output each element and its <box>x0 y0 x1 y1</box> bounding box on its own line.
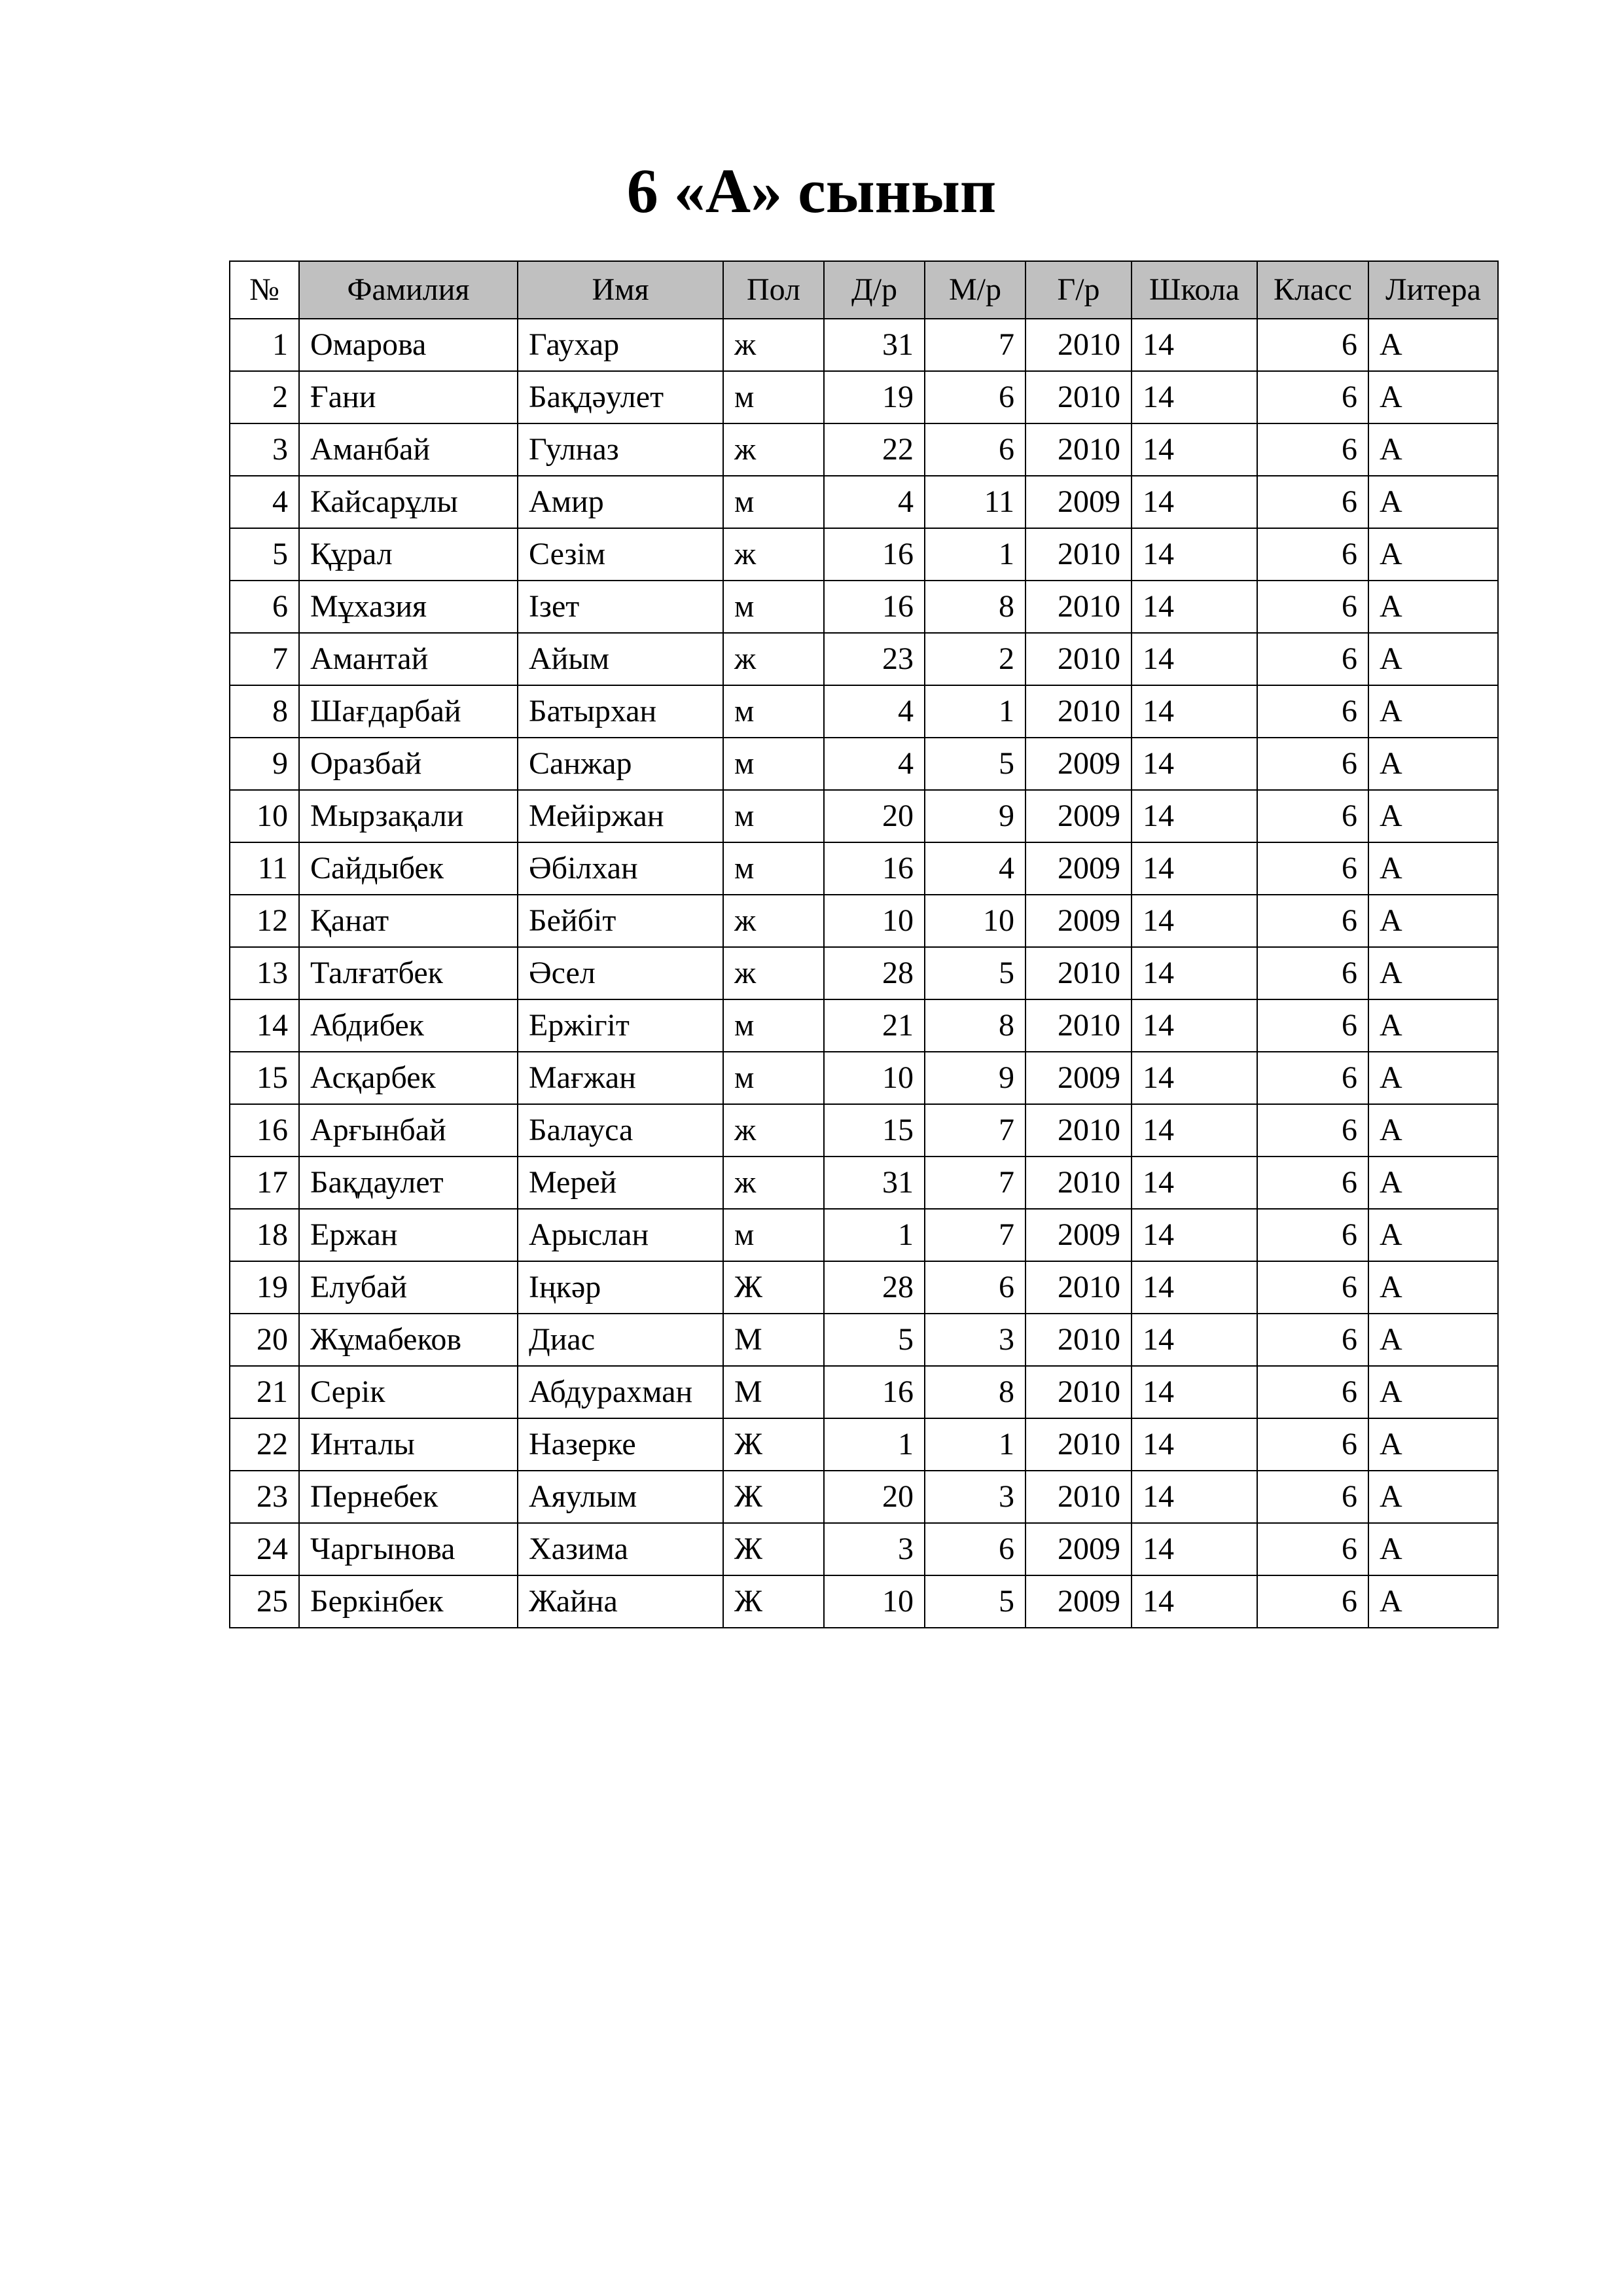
student-table <box>229 260 1499 1628</box>
cell-day: 21 <box>824 999 925 1052</box>
cell-day: 23 <box>824 633 925 685</box>
table-row <box>230 790 1498 842</box>
cell-letter: А <box>1368 738 1498 790</box>
cell-month: 7 <box>925 319 1026 371</box>
table-row <box>230 1314 1498 1366</box>
cell-num: 11 <box>230 842 299 895</box>
table-row <box>230 999 1498 1052</box>
cell-surname: Амантай <box>299 633 518 685</box>
cell-school: 14 <box>1132 685 1257 738</box>
cell-surname: Қанат <box>299 895 518 947</box>
cell-name: Бейбіт <box>518 895 723 947</box>
cell-num: 5 <box>230 528 299 581</box>
cell-name: Ізет <box>518 581 723 633</box>
cell-school: 14 <box>1132 999 1257 1052</box>
cell-class: 6 <box>1257 1366 1368 1418</box>
cell-letter: А <box>1368 685 1498 738</box>
cell-num: 2 <box>230 371 299 423</box>
cell-class: 6 <box>1257 842 1368 895</box>
table-row <box>230 319 1498 371</box>
cell-school: 14 <box>1132 947 1257 999</box>
cell-num: 16 <box>230 1104 299 1157</box>
cell-class: 6 <box>1257 581 1368 633</box>
cell-day: 22 <box>824 423 925 476</box>
cell-surname: Сайдыбек <box>299 842 518 895</box>
cell-surname: Жұмабеков <box>299 1314 518 1366</box>
cell-day: 1 <box>824 1209 925 1261</box>
table-row <box>230 1209 1498 1261</box>
cell-class: 6 <box>1257 1052 1368 1104</box>
cell-school: 14 <box>1132 1366 1257 1418</box>
cell-month: 7 <box>925 1157 1026 1209</box>
cell-name: Абдурахман <box>518 1366 723 1418</box>
cell-year: 2010 <box>1026 1157 1132 1209</box>
cell-day: 20 <box>824 1471 925 1523</box>
cell-num: 4 <box>230 476 299 528</box>
header-col-year: Г/р <box>1026 261 1132 319</box>
cell-surname: Талғатбек <box>299 947 518 999</box>
cell-school: 14 <box>1132 371 1257 423</box>
cell-year: 2010 <box>1026 999 1132 1052</box>
cell-year: 2010 <box>1026 1314 1132 1366</box>
cell-letter: А <box>1368 581 1498 633</box>
header-col-class: Класс <box>1257 261 1368 319</box>
cell-year: 2010 <box>1026 528 1132 581</box>
cell-school: 14 <box>1132 1523 1257 1575</box>
cell-name: Мағжан <box>518 1052 723 1104</box>
cell-num: 3 <box>230 423 299 476</box>
cell-day: 3 <box>824 1523 925 1575</box>
cell-sex: м <box>723 581 824 633</box>
cell-school: 14 <box>1132 528 1257 581</box>
cell-school: 14 <box>1132 842 1257 895</box>
cell-num: 1 <box>230 319 299 371</box>
cell-sex: м <box>723 1209 824 1261</box>
table-row <box>230 371 1498 423</box>
cell-num: 19 <box>230 1261 299 1314</box>
cell-day: 4 <box>824 738 925 790</box>
cell-month: 1 <box>925 685 1026 738</box>
cell-surname: Оразбай <box>299 738 518 790</box>
cell-letter: А <box>1368 842 1498 895</box>
cell-month: 8 <box>925 1366 1026 1418</box>
table-row <box>230 528 1498 581</box>
cell-sex: м <box>723 476 824 528</box>
cell-school: 14 <box>1132 581 1257 633</box>
cell-year: 2010 <box>1026 633 1132 685</box>
cell-school: 14 <box>1132 1157 1257 1209</box>
cell-sex: м <box>723 1052 824 1104</box>
cell-school: 14 <box>1132 423 1257 476</box>
cell-month: 8 <box>925 581 1026 633</box>
cell-letter: А <box>1368 999 1498 1052</box>
cell-year: 2009 <box>1026 738 1132 790</box>
cell-school: 14 <box>1132 1418 1257 1471</box>
cell-month: 10 <box>925 895 1026 947</box>
cell-num: 18 <box>230 1209 299 1261</box>
header-col-name: Имя <box>518 261 723 319</box>
header-col-sex: Пол <box>723 261 824 319</box>
cell-name: Батырхан <box>518 685 723 738</box>
cell-month: 8 <box>925 999 1026 1052</box>
cell-sex: м <box>723 790 824 842</box>
cell-month: 7 <box>925 1209 1026 1261</box>
cell-class: 6 <box>1257 371 1368 423</box>
cell-name: Гаухар <box>518 319 723 371</box>
cell-month: 6 <box>925 371 1026 423</box>
cell-sex: м <box>723 999 824 1052</box>
cell-letter: А <box>1368 947 1498 999</box>
cell-num: 17 <box>230 1157 299 1209</box>
cell-sex: Ж <box>723 1418 824 1471</box>
cell-letter: А <box>1368 371 1498 423</box>
cell-name: Амир <box>518 476 723 528</box>
cell-year: 2009 <box>1026 1575 1132 1628</box>
cell-school: 14 <box>1132 476 1257 528</box>
cell-school: 14 <box>1132 738 1257 790</box>
cell-school: 14 <box>1132 790 1257 842</box>
cell-class: 6 <box>1257 999 1368 1052</box>
table-row <box>230 842 1498 895</box>
cell-class: 6 <box>1257 1575 1368 1628</box>
cell-sex: ж <box>723 423 824 476</box>
cell-name: Санжар <box>518 738 723 790</box>
cell-year: 2010 <box>1026 1104 1132 1157</box>
cell-surname: Мырзақали <box>299 790 518 842</box>
cell-letter: А <box>1368 1157 1498 1209</box>
cell-letter: А <box>1368 1314 1498 1366</box>
cell-letter: А <box>1368 423 1498 476</box>
cell-sex: м <box>723 738 824 790</box>
cell-class: 6 <box>1257 476 1368 528</box>
cell-name: Сезім <box>518 528 723 581</box>
cell-year: 2010 <box>1026 581 1132 633</box>
cell-day: 16 <box>824 842 925 895</box>
cell-surname: Абдибек <box>299 999 518 1052</box>
cell-num: 21 <box>230 1366 299 1418</box>
cell-year: 2009 <box>1026 1052 1132 1104</box>
cell-name: Гулназ <box>518 423 723 476</box>
cell-year: 2010 <box>1026 371 1132 423</box>
cell-day: 20 <box>824 790 925 842</box>
cell-class: 6 <box>1257 895 1368 947</box>
cell-letter: А <box>1368 895 1498 947</box>
cell-letter: А <box>1368 1104 1498 1157</box>
cell-num: 22 <box>230 1418 299 1471</box>
header-col-month: М/р <box>925 261 1026 319</box>
table-row <box>230 1366 1498 1418</box>
cell-class: 6 <box>1257 633 1368 685</box>
cell-name: Айым <box>518 633 723 685</box>
cell-sex: ж <box>723 633 824 685</box>
table-row <box>230 581 1498 633</box>
table-row <box>230 685 1498 738</box>
table-row <box>230 1418 1498 1471</box>
cell-letter: А <box>1368 1366 1498 1418</box>
cell-class: 6 <box>1257 1314 1368 1366</box>
cell-letter: А <box>1368 476 1498 528</box>
cell-surname: Ғани <box>299 371 518 423</box>
cell-day: 28 <box>824 947 925 999</box>
cell-surname: Инталы <box>299 1418 518 1471</box>
cell-month: 5 <box>925 947 1026 999</box>
cell-letter: А <box>1368 1523 1498 1575</box>
cell-surname: Омарова <box>299 319 518 371</box>
cell-name: Мейіржан <box>518 790 723 842</box>
cell-year: 2010 <box>1026 1366 1132 1418</box>
cell-surname: Елубай <box>299 1261 518 1314</box>
table-row <box>230 1523 1498 1575</box>
cell-year: 2009 <box>1026 790 1132 842</box>
cell-sex: М <box>723 1314 824 1366</box>
cell-sex: м <box>723 371 824 423</box>
cell-day: 28 <box>824 1261 925 1314</box>
cell-surname: Асқарбек <box>299 1052 518 1104</box>
cell-day: 16 <box>824 1366 925 1418</box>
cell-letter: А <box>1368 528 1498 581</box>
cell-surname: Мұхазия <box>299 581 518 633</box>
header-row <box>230 261 1498 319</box>
cell-class: 6 <box>1257 1418 1368 1471</box>
cell-day: 1 <box>824 1418 925 1471</box>
cell-sex: ж <box>723 947 824 999</box>
cell-surname: Беркінбек <box>299 1575 518 1628</box>
table-row <box>230 1104 1498 1157</box>
cell-num: 20 <box>230 1314 299 1366</box>
cell-class: 6 <box>1257 1471 1368 1523</box>
cell-letter: А <box>1368 1471 1498 1523</box>
cell-surname: Аманбай <box>299 423 518 476</box>
cell-day: 5 <box>824 1314 925 1366</box>
cell-year: 2010 <box>1026 685 1132 738</box>
cell-sex: ж <box>723 528 824 581</box>
cell-num: 24 <box>230 1523 299 1575</box>
cell-name: Әбілхан <box>518 842 723 895</box>
cell-name: Жайна <box>518 1575 723 1628</box>
table-header <box>230 261 1498 319</box>
cell-day: 16 <box>824 528 925 581</box>
header-col-day: Д/р <box>824 261 925 319</box>
cell-day: 4 <box>824 476 925 528</box>
cell-name: Бақдәулет <box>518 371 723 423</box>
cell-surname: Шағдарбай <box>299 685 518 738</box>
cell-class: 6 <box>1257 1261 1368 1314</box>
page-title: 6 «А» сынып <box>626 156 997 226</box>
cell-year: 2009 <box>1026 476 1132 528</box>
cell-num: 25 <box>230 1575 299 1628</box>
cell-name: Іңкәр <box>518 1261 723 1314</box>
cell-surname: Бақдаулет <box>299 1157 518 1209</box>
cell-num: 23 <box>230 1471 299 1523</box>
cell-day: 31 <box>824 319 925 371</box>
cell-month: 5 <box>925 1575 1026 1628</box>
table-row <box>230 423 1498 476</box>
cell-sex: Ж <box>723 1471 824 1523</box>
cell-surname: Арғынбай <box>299 1104 518 1157</box>
cell-class: 6 <box>1257 1209 1368 1261</box>
cell-sex: м <box>723 685 824 738</box>
cell-num: 10 <box>230 790 299 842</box>
cell-letter: А <box>1368 1209 1498 1261</box>
cell-num: 12 <box>230 895 299 947</box>
cell-day: 19 <box>824 371 925 423</box>
cell-day: 10 <box>824 895 925 947</box>
cell-year: 2009 <box>1026 895 1132 947</box>
cell-name: Ержігіт <box>518 999 723 1052</box>
cell-day: 10 <box>824 1575 925 1628</box>
cell-surname: Ержан <box>299 1209 518 1261</box>
cell-class: 6 <box>1257 1104 1368 1157</box>
cell-month: 3 <box>925 1314 1026 1366</box>
cell-month: 1 <box>925 1418 1026 1471</box>
cell-surname: Серік <box>299 1366 518 1418</box>
cell-school: 14 <box>1132 1209 1257 1261</box>
cell-month: 6 <box>925 423 1026 476</box>
cell-class: 6 <box>1257 685 1368 738</box>
cell-name: Әсел <box>518 947 723 999</box>
cell-month: 11 <box>925 476 1026 528</box>
cell-sex: ж <box>723 1157 824 1209</box>
cell-num: 6 <box>230 581 299 633</box>
cell-num: 13 <box>230 947 299 999</box>
cell-day: 15 <box>824 1104 925 1157</box>
cell-letter: А <box>1368 1261 1498 1314</box>
cell-year: 2010 <box>1026 947 1132 999</box>
cell-sex: Ж <box>723 1575 824 1628</box>
table-row <box>230 947 1498 999</box>
cell-surname: Чаргынова <box>299 1523 518 1575</box>
cell-year: 2010 <box>1026 1418 1132 1471</box>
table-row <box>230 476 1498 528</box>
cell-day: 4 <box>824 685 925 738</box>
cell-letter: А <box>1368 1418 1498 1471</box>
cell-sex: ж <box>723 895 824 947</box>
table-row <box>230 1471 1498 1523</box>
cell-month: 2 <box>925 633 1026 685</box>
cell-num: 9 <box>230 738 299 790</box>
cell-day: 31 <box>824 1157 925 1209</box>
cell-sex: Ж <box>723 1523 824 1575</box>
header-col-letter: Литера <box>1368 261 1498 319</box>
header-col-school: Школа <box>1132 261 1257 319</box>
cell-num: 8 <box>230 685 299 738</box>
cell-month: 9 <box>925 790 1026 842</box>
cell-school: 14 <box>1132 1471 1257 1523</box>
cell-sex: ж <box>723 1104 824 1157</box>
cell-month: 4 <box>925 842 1026 895</box>
cell-letter: А <box>1368 1052 1498 1104</box>
cell-school: 14 <box>1132 1104 1257 1157</box>
cell-sex: ж <box>723 319 824 371</box>
cell-name: Диас <box>518 1314 723 1366</box>
cell-name: Арыслан <box>518 1209 723 1261</box>
cell-class: 6 <box>1257 1157 1368 1209</box>
cell-num: 14 <box>230 999 299 1052</box>
cell-letter: А <box>1368 633 1498 685</box>
header-col-num: № <box>230 261 299 319</box>
cell-school: 14 <box>1132 1575 1257 1628</box>
cell-surname: Құрал <box>299 528 518 581</box>
cell-year: 2010 <box>1026 423 1132 476</box>
cell-month: 5 <box>925 738 1026 790</box>
cell-year: 2010 <box>1026 1471 1132 1523</box>
table-row <box>230 1261 1498 1314</box>
cell-class: 6 <box>1257 423 1368 476</box>
cell-class: 6 <box>1257 790 1368 842</box>
cell-year: 2009 <box>1026 1523 1132 1575</box>
cell-month: 1 <box>925 528 1026 581</box>
table-row <box>230 1575 1498 1628</box>
cell-letter: А <box>1368 319 1498 371</box>
cell-month: 7 <box>925 1104 1026 1157</box>
cell-month: 6 <box>925 1523 1026 1575</box>
cell-school: 14 <box>1132 633 1257 685</box>
cell-day: 16 <box>824 581 925 633</box>
cell-class: 6 <box>1257 1523 1368 1575</box>
cell-class: 6 <box>1257 528 1368 581</box>
cell-class: 6 <box>1257 947 1368 999</box>
cell-school: 14 <box>1132 319 1257 371</box>
cell-letter: А <box>1368 1575 1498 1628</box>
table-row <box>230 633 1498 685</box>
cell-month: 9 <box>925 1052 1026 1104</box>
cell-month: 6 <box>925 1261 1026 1314</box>
cell-class: 6 <box>1257 738 1368 790</box>
cell-surname: Пернебек <box>299 1471 518 1523</box>
cell-year: 2010 <box>1026 1261 1132 1314</box>
cell-class: 6 <box>1257 319 1368 371</box>
cell-name: Балауса <box>518 1104 723 1157</box>
table-row <box>230 738 1498 790</box>
table-row <box>230 895 1498 947</box>
table-row <box>230 1052 1498 1104</box>
cell-sex: Ж <box>723 1261 824 1314</box>
cell-year: 2009 <box>1026 842 1132 895</box>
cell-day: 10 <box>824 1052 925 1104</box>
header-col-surname: Фамилия <box>299 261 518 319</box>
cell-school: 14 <box>1132 1261 1257 1314</box>
table-row <box>230 1157 1498 1209</box>
cell-name: Назерке <box>518 1418 723 1471</box>
cell-surname: Кайсарұлы <box>299 476 518 528</box>
cell-year: 2009 <box>1026 1209 1132 1261</box>
cell-school: 14 <box>1132 895 1257 947</box>
cell-school: 14 <box>1132 1052 1257 1104</box>
cell-sex: М <box>723 1366 824 1418</box>
cell-month: 3 <box>925 1471 1026 1523</box>
cell-letter: А <box>1368 790 1498 842</box>
table-body <box>230 319 1498 1628</box>
cell-name: Мерей <box>518 1157 723 1209</box>
cell-name: Аяулым <box>518 1471 723 1523</box>
cell-num: 15 <box>230 1052 299 1104</box>
cell-school: 14 <box>1132 1314 1257 1366</box>
cell-num: 7 <box>230 633 299 685</box>
cell-name: Хазима <box>518 1523 723 1575</box>
cell-sex: м <box>723 842 824 895</box>
cell-year: 2010 <box>1026 319 1132 371</box>
